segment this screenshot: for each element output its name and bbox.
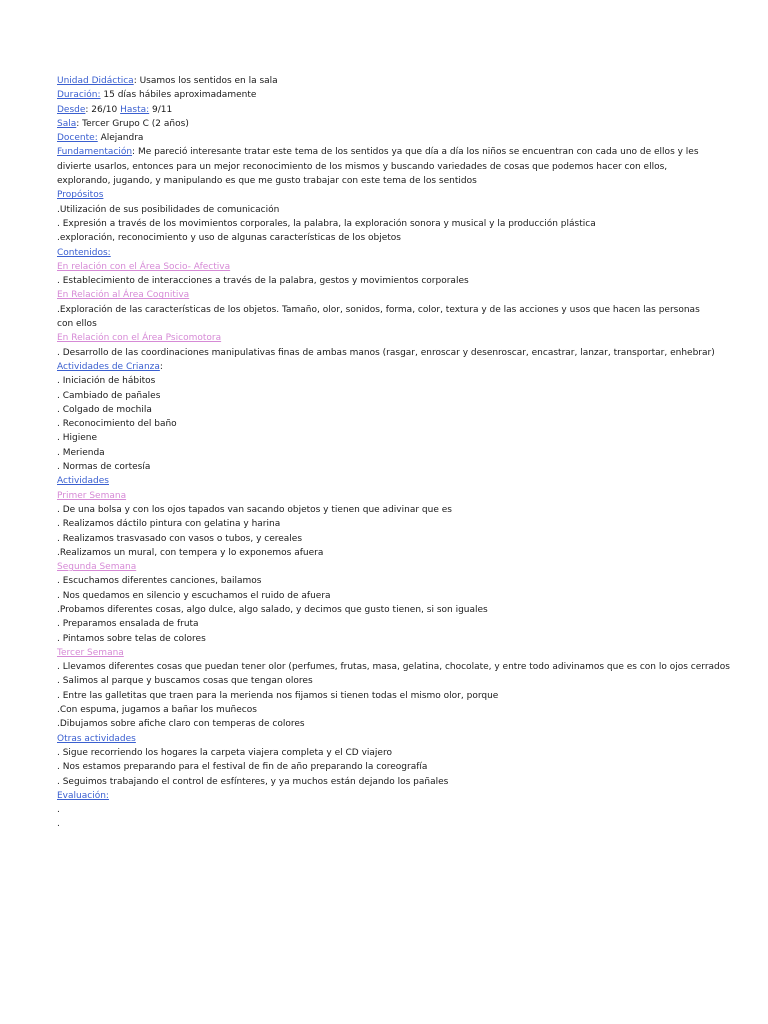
unidad-value: : Usamos los sentidos en la sala: [133, 76, 278, 86]
list-item: . Escuchamos diferentes canciones, bailamos: [57, 576, 262, 587]
segunda-semana-label: Segunda Semana: [57, 562, 137, 573]
tercer-semana-label: Tercer Semana: [57, 647, 124, 658]
list-item: . Establecimiento de interacciones a través de la palabra, gestos y movimientos corporales: [57, 276, 469, 287]
document-body: [57, 74, 730, 832]
psicomotora-heading: [57, 331, 717, 345]
sala-line: [57, 117, 717, 131]
primer-semana-label: Primer Semana: [57, 490, 127, 501]
list-item: .Con espuma, jugamos a bañar los muñecos: [57, 705, 257, 716]
list-item: . Higiene: [57, 433, 97, 444]
sala-value: : Tercer Grupo C (2 años): [76, 118, 189, 129]
list-item: . Sigue recorriendo los hogares la carpeta viajera completa y el CD viajero: [57, 747, 392, 758]
list-item: . Expresión a través de los movimientos corporales, la palabra, la exploración sonora y musical y la producción plástica: [57, 218, 596, 229]
primer-semana-heading: [57, 489, 717, 503]
list-item: . Nos estamos preparando para el festival de fin de año preparando la coreografía: [57, 762, 428, 773]
list-item: . Entre las galletitas que traen para la merienda nos fijamos si tienen todas el mismo olor, porque: [57, 690, 499, 701]
list-item: . Pintamos sobre telas de colores: [57, 633, 206, 644]
list-item: . Normas de cortesía: [57, 462, 151, 473]
fundamentacion-label: Fundamentación: [57, 147, 133, 158]
tercer-semana-heading: [57, 646, 717, 660]
list-item: .: [57, 819, 60, 830]
fundamentacion-text: : Me pareció interesante tratar este tema de los sentidos ya que día a día los niños se encuentran con cada uno de ellos y les divierte usarlos, entonces para un mejor reconocimiento de los mismos y buscando variedades de cosas que podemos hacer con ellos, explorando, jugando, y manipulando es que me gusto trabajar con este tema de los sentidos: [57, 147, 699, 187]
crianza-colon: :: [159, 361, 163, 372]
crianza-label: Actividades de Crianza: [57, 361, 160, 372]
evaluacion-heading: [57, 789, 717, 803]
fechas-line: [57, 103, 717, 117]
list-item: . De una bolsa y con los ojos tapados van sacando objetos y tienen que adivinar que es: [57, 504, 452, 515]
docente-value: Alejandra: [97, 133, 144, 144]
hasta-value: 9/11: [149, 104, 173, 115]
sala-label: Sala: [57, 118, 77, 129]
contenidos-label: Contenidos:: [57, 247, 111, 258]
list-item: . Cambiado de pañales: [57, 390, 161, 401]
cognitiva-heading: [57, 288, 717, 302]
duracion-value: 15 días hábiles aproximadamente: [100, 90, 257, 101]
fundamentacion-paragraph: [57, 145, 717, 188]
list-item: . Preparamos ensalada de fruta: [57, 619, 199, 630]
otras-heading: [57, 732, 717, 746]
list-item: . Seguimos trabajando el control de esfínteres, y ya muchos están dejando los pañales: [57, 776, 449, 787]
crianza-heading: [57, 360, 717, 374]
evaluacion-label: Evaluación:: [57, 790, 109, 801]
otras-label: Otras actividades: [57, 733, 136, 744]
desde-value: : 26/10: [85, 104, 121, 115]
list-item: .Realizamos un mural, con tempera y lo exponemos afuera: [57, 547, 324, 558]
list-item: .Dibujamos sobre afiche claro con temperas de colores: [57, 719, 305, 730]
duracion-line: [57, 88, 717, 102]
propositos-heading: [57, 188, 717, 202]
list-item: .: [57, 805, 60, 816]
docente-line: [57, 131, 717, 145]
socio-afectiva-heading: [57, 260, 717, 274]
actividades-heading: [57, 474, 717, 488]
propositos-label: Propósitos: [57, 190, 104, 201]
hasta-label: Hasta:: [120, 104, 150, 115]
list-item: .Exploración de las características de los objetos. Tamaño, olor, sonidos, forma, color, textura y de las acciones y usos que hacen las personas con ellos: [57, 304, 700, 330]
unidad-label: Unidad Didáctica: [57, 76, 134, 86]
list-item: . Nos quedamos en silencio y escuchamos el ruido de afuera: [57, 590, 331, 601]
list-item: . Salimos al parque y buscamos cosas que tengan olores: [57, 676, 313, 687]
actividades-label: Actividades: [57, 476, 109, 487]
list-item: . Realizamos dáctilo pintura con gelatina y harina: [57, 519, 281, 530]
contenidos-heading: [57, 246, 717, 260]
list-item: . Desarrollo de las coordinaciones manipulativas finas de ambas manos (rasgar, enroscar y desenroscar, encastrar, lanzar, transportar, enhebrar): [57, 347, 715, 358]
list-item: . Realizamos trasvasado con vasos o tubos, y cereales: [57, 533, 303, 544]
socio-afectiva-label: En relación con el Área Socio- Afectiva: [57, 261, 231, 272]
desde-label: Desde: [57, 104, 86, 115]
list-item: . Colgado de mochila: [57, 404, 152, 415]
cognitiva-label: En Relación al Área Cognitiva: [57, 290, 190, 301]
list-item: . Merienda: [57, 447, 105, 458]
list-item: . Llevamos diferentes cosas que puedan tener olor (perfumes, frutas, masa, gelatina, chocolate, y entre todo adivinamos que es con lo ojos cerrados: [57, 662, 730, 673]
docente-label: Docente:: [57, 133, 98, 144]
segunda-semana-heading: [57, 560, 717, 574]
unidad-line: [57, 74, 717, 88]
list-item: . Iniciación de hábitos: [57, 376, 156, 387]
list-item: .Utilización de sus posibilidades de comunicación: [57, 204, 280, 215]
duracion-label: Duración:: [57, 90, 101, 101]
psicomotora-label: En Relación con el Área Psicomotora: [57, 333, 222, 344]
list-item: .exploración, reconocimiento y uso de algunas características de los objetos: [57, 233, 401, 244]
list-item: .Probamos diferentes cosas, algo dulce, algo salado, y decimos que gusto tienen, si son iguales: [57, 604, 488, 615]
list-item: . Reconocimiento del baño: [57, 419, 177, 430]
